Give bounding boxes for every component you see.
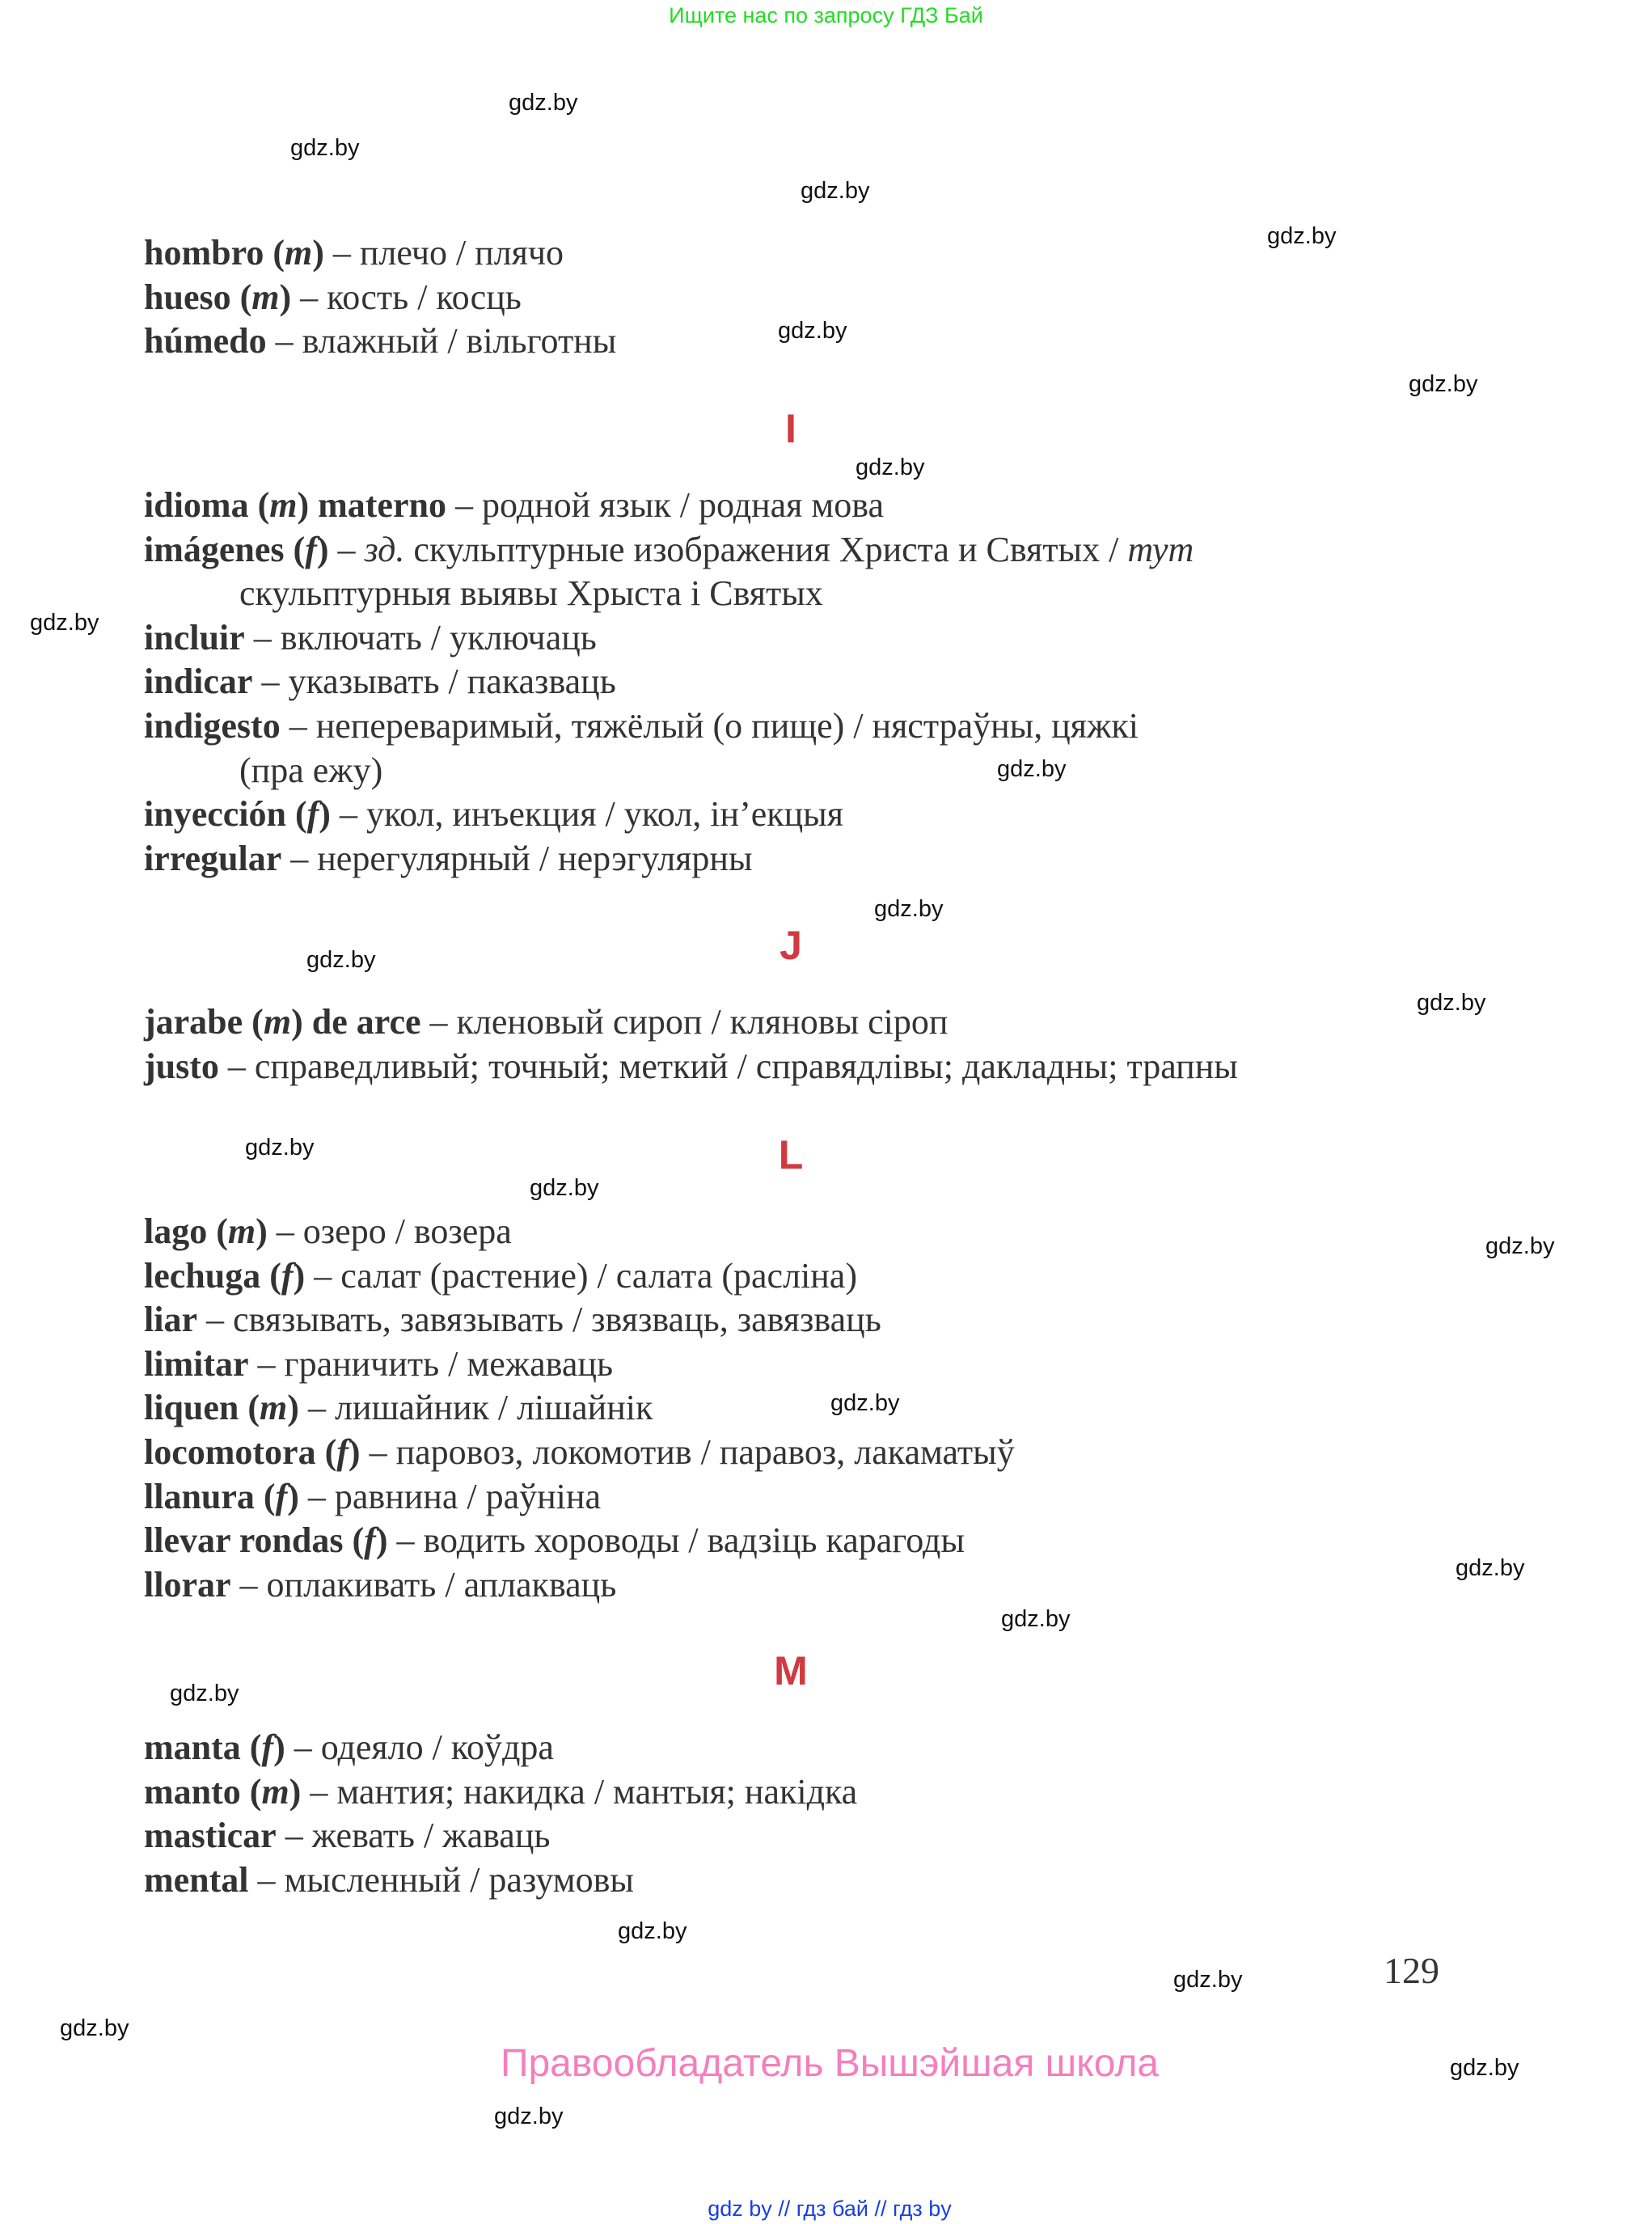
headword: m (261, 1771, 289, 1812)
headword: ) de arce (291, 1002, 421, 1042)
section-letter-l: L (778, 1132, 804, 1178)
dictionary-entry (144, 1726, 1439, 1770)
headword: indicar (144, 662, 253, 702)
headword: m (227, 1211, 256, 1251)
watermark-text: gdz.by (830, 1390, 900, 1416)
headword: m (269, 485, 298, 525)
rights-holder-notice: Правообладатель Вышэйшая школа (500, 2042, 1160, 2085)
dictionary-entry (144, 1858, 1439, 1903)
watermark-text: gdz.by (1409, 371, 1478, 397)
translation-text: – укол, инъекция / укол, ін’екцыя (330, 794, 843, 835)
headword: ) (287, 1388, 299, 1428)
section-letter-j: J (780, 923, 802, 968)
headword: incluir (144, 617, 245, 657)
translation-text: – родной язык / родная мова (446, 485, 884, 525)
dictionary-section (144, 484, 1439, 881)
headword: m (260, 1388, 288, 1428)
translation-text: – паровоз, локомотив / паравоз, лакаматыў (360, 1431, 1015, 1472)
watermark-text: gdz.by (1450, 2055, 1519, 2081)
translation-text: – (328, 529, 365, 569)
headword: ) (375, 1520, 388, 1561)
footer-links[interactable]: gdz by // гдз бай // гдз by (708, 2197, 952, 2221)
translation-text: – справедливый; точный; меткий / справядлівы; дакладны; трапны (218, 1046, 1238, 1086)
headword: ) (316, 529, 329, 569)
watermark-text: gdz.by (874, 896, 944, 922)
headword: ) (319, 794, 331, 835)
watermark-text: gdz.by (1417, 990, 1486, 1016)
headword: f (305, 529, 317, 569)
page-number: 129 (1384, 1950, 1439, 1991)
dictionary-entry (144, 484, 1439, 528)
watermark-text: gdz.by (1267, 223, 1337, 249)
translation-text: скульптурныя выявы Хрыста і Святых (239, 573, 823, 614)
dictionary-entry (144, 1298, 1439, 1342)
headword: f (281, 1255, 294, 1296)
headword: hueso ( (144, 277, 252, 317)
headword: f (261, 1727, 274, 1767)
translation-text: – озеро / возера (267, 1211, 512, 1251)
headword: lago ( (144, 1211, 228, 1251)
translation-text: – кость / косць (291, 277, 522, 317)
translation-text: – кленовый сироп / кляновы сіроп (420, 1002, 949, 1042)
translation-text: – связывать, завязывать / звязваць, завязваць (196, 1300, 881, 1340)
headword: húmedo (144, 321, 267, 362)
dictionary-entry (144, 1210, 1439, 1254)
dictionary-entry (144, 1563, 1439, 1608)
dictionary-entry (144, 793, 1439, 837)
dictionary-entry (144, 231, 1439, 276)
translation-text: – мантия; накидка / мантыя; накідка (301, 1771, 858, 1812)
headword: indigesto (144, 705, 281, 746)
headword: jarabe ( (144, 1002, 264, 1042)
watermark-text: gdz.by (306, 947, 376, 973)
headword: masticar (144, 1816, 277, 1856)
translation-text: – жевать / жаваць (276, 1816, 551, 1856)
headword: irregular (144, 838, 282, 878)
translation-text: – мысленный / разумовы (248, 1859, 634, 1900)
dictionary-entry (144, 276, 1439, 320)
watermark-text: gdz.by (60, 2015, 129, 2041)
headword: ) (312, 233, 324, 273)
dictionary-entry (144, 1386, 1439, 1431)
headword: ) materno (297, 485, 446, 525)
headword: f (364, 1520, 376, 1561)
headword: idioma ( (144, 485, 270, 525)
section-letter-i: I (785, 406, 796, 451)
watermark-text: gdz.by (778, 318, 847, 344)
dictionary-entry (144, 528, 1439, 616)
dictionary-entry (144, 1770, 1439, 1815)
headword: m (263, 1002, 292, 1042)
headword: imágenes ( (144, 529, 306, 569)
headword: locomotora ( (144, 1431, 337, 1472)
headword: limitar (144, 1343, 249, 1384)
headword: manta ( (144, 1727, 262, 1767)
headword: lechuga ( (144, 1255, 281, 1296)
dictionary-entry (144, 1254, 1439, 1299)
dictionary-section (144, 1210, 1439, 1607)
watermark-text: gdz.by (997, 756, 1067, 782)
dictionary-entry (144, 1519, 1439, 1563)
dictionary-section (144, 1000, 1439, 1089)
dictionary-entry (144, 1000, 1439, 1045)
translation-text: – оплакивать / аплакваць (230, 1564, 617, 1605)
dictionary-section (144, 1726, 1439, 1902)
translation-text: – влажный / вільготны (266, 321, 617, 362)
dictionary-section (144, 231, 1439, 364)
top-search-note: Ищите нас по запросу ГДЗ Бай (669, 3, 983, 27)
headword: m (251, 277, 280, 317)
dictionary-entry (144, 616, 1439, 661)
headword: mental (144, 1859, 249, 1900)
headword: llorar (144, 1564, 231, 1605)
translation-text: – равнина / раўніна (298, 1476, 601, 1516)
translation-text: – салат (растение) / салата (расліна) (305, 1255, 857, 1296)
translation-text: – водить хороводы / вадзіць карагоды (387, 1520, 965, 1561)
dictionary-entry (144, 1045, 1439, 1089)
translation-text: скульптурные изображения Христа и Святых / (404, 529, 1128, 569)
headword: ) (256, 1211, 268, 1251)
translation-text: – одеяло / коўдра (285, 1727, 554, 1767)
dictionary-entry (144, 704, 1439, 793)
translation-text: – лишайник / лішайнік (298, 1388, 653, 1428)
watermark-text: gdz.by (530, 1175, 599, 1201)
watermark-text: gdz.by (290, 135, 360, 161)
watermark-text: gdz.by (509, 90, 578, 116)
translation-text: – граничить / межаваць (248, 1343, 614, 1384)
headword: ) (273, 1727, 285, 1767)
headword: f (336, 1431, 349, 1472)
dictionary-entry (144, 1814, 1439, 1858)
headword: justo (144, 1046, 219, 1086)
headword: liquen ( (144, 1388, 260, 1428)
note-abbrev: тут (1127, 529, 1194, 569)
watermark-text: gdz.by (1001, 1606, 1071, 1632)
watermark-text: gdz.by (1485, 1233, 1555, 1259)
watermark-text: gdz.by (245, 1135, 315, 1161)
headword: liar (144, 1300, 197, 1340)
translation-text: – включать / уключаць (244, 617, 597, 657)
watermark-text: gdz.by (801, 178, 870, 204)
headword: manto ( (144, 1771, 262, 1812)
translation-text: – плечо / плячо (323, 233, 564, 273)
headword: llanura ( (144, 1476, 276, 1516)
watermark-text: gdz.by (494, 2103, 564, 2129)
note-abbrev: зд. (364, 529, 405, 569)
headword: ) (293, 1255, 306, 1296)
translation-text: – указывать / паказваць (252, 662, 616, 702)
dictionary-entry (144, 1342, 1439, 1387)
headword: inyección ( (144, 794, 307, 835)
headword: hombro ( (144, 233, 285, 273)
headword: ) (287, 1476, 299, 1516)
watermark-text: gdz.by (170, 1681, 239, 1706)
headword: f (306, 794, 319, 835)
dictionary-entry (144, 660, 1439, 704)
watermark-text: gdz.by (1173, 1967, 1243, 1993)
headword: ) (348, 1431, 361, 1472)
dictionary-entry (144, 837, 1439, 882)
watermark-text: gdz.by (30, 610, 99, 636)
translation-text: – непереваримый, тяжёлый (о пище) / нястраўны, цяжкі (пра ежу) (239, 705, 1139, 790)
dictionary-entry (144, 1475, 1439, 1520)
dictionary-entry (144, 1431, 1439, 1475)
headword: m (284, 233, 313, 273)
watermark-text: gdz.by (856, 455, 925, 480)
headword: ) (289, 1771, 302, 1812)
watermark-text: gdz.by (618, 1918, 687, 1944)
headword: f (275, 1476, 288, 1516)
section-letter-m: M (774, 1648, 808, 1693)
headword: ) (279, 277, 292, 317)
translation-text: – нерегулярный / нерэгулярны (281, 838, 753, 878)
watermark-text: gdz.by (1456, 1555, 1525, 1581)
headword: llevar rondas ( (144, 1520, 365, 1561)
